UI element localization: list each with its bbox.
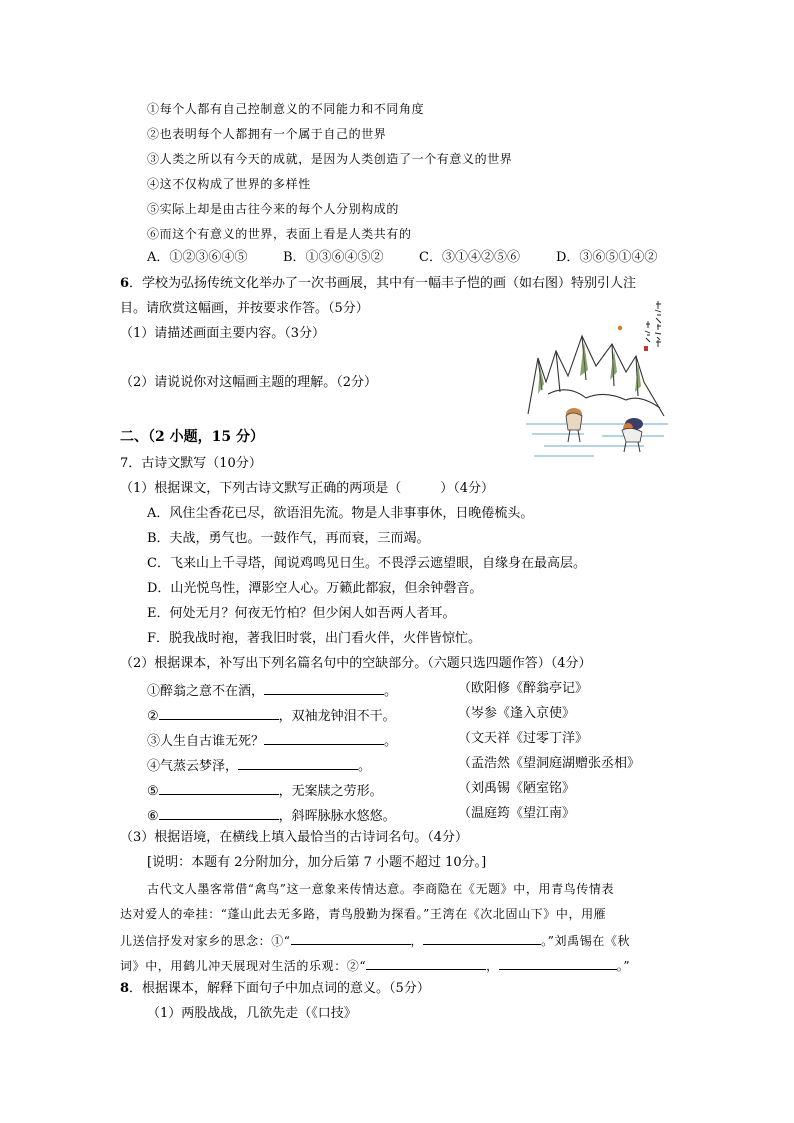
passage-text: 。”	[616, 959, 631, 973]
fill-item	[147, 706, 396, 725]
painting-inscription	[645, 301, 661, 347]
sorting-option: ③人类之所以有今天的成就，是因为人类创造了一个有意义的世界	[147, 152, 513, 166]
passage-text: ，	[486, 959, 499, 973]
feng-zikai-painting	[524, 296, 670, 464]
mountain-shading	[538, 342, 641, 394]
choice-b: B．①③⑥④⑤②	[283, 250, 384, 265]
fill-item-suffix: 。	[358, 759, 372, 774]
q8-sub1: （1）两股战战，几欲先走（《口技》	[147, 1006, 357, 1021]
fill-item-prefix: ③人生自古谁无死？	[147, 734, 265, 749]
q7-option-f: F．脱我战时袍，著我旧时裳，出门看火伴，火伴皆惊忙。	[147, 631, 482, 646]
fill-item-source: （欧阳修《醉翁亭记》	[458, 681, 589, 696]
fill-item-source: （孟浩然《望洞庭湖赠张丞相》	[458, 756, 641, 771]
fill-item-suffix: 。	[384, 734, 398, 749]
fill-item-prefix: ⑥	[147, 809, 159, 824]
q6-stem-line1: 6．学校为弘扬传统文化举办了一次书画展，其中有一幅丰子恺的画（如右图）特别引人注	[120, 276, 637, 291]
fill-item-prefix: ⑤	[147, 784, 159, 799]
answer-blank[interactable]	[499, 956, 617, 970]
sorting-option: ⑥而这个有意义的世界，表面上看是人类共有的	[147, 227, 412, 241]
fill-item-suffix: ，双袖龙钟泪不干。	[278, 709, 396, 724]
section-two-heading: 二、（2 小题，15 分）	[120, 429, 264, 445]
q8-title-text: ．根据课本，解释下面句子中加点词的意义。（5分）	[129, 981, 430, 996]
moon-icon	[618, 326, 622, 330]
sorting-option: ②也表明每个人都拥有一个属于自己的世界	[147, 127, 387, 141]
fill-item	[147, 781, 383, 800]
water	[526, 424, 668, 456]
answer-blank[interactable]	[159, 806, 279, 820]
q7-title: 7．古诗文默写（10分）	[120, 456, 262, 471]
fill-item-suffix: ，无案牍之劳形。	[278, 784, 383, 799]
q7-part1: （1）根据课文，下列古诗文默写正确的两项是（ ）（4分）	[120, 481, 495, 496]
fill-item-prefix: ④气蒸云梦泽，	[147, 759, 239, 774]
passage-line: 古代文人墨客常借“禽鸟”这一意象来传情达意。李商隐在《无题》中，用青鸟传情表	[147, 882, 615, 896]
passage-text: 儿送信抒发对家乡的思念：①“	[120, 934, 291, 948]
passage-line	[120, 956, 630, 974]
passage-text: 词》中，用鹤儿冲天展现对生活的乐观：②“	[120, 959, 367, 973]
q6-sub2: （2）请说说你对这幅画主题的理解。（2分）	[120, 375, 378, 390]
q7-note: [说明：本题有 2分附加分，加分后第 7 小题不超过 10分。]	[147, 855, 487, 870]
q7-option-b: B．夫战，勇气也。一鼓作气，再而衰，三而竭。	[147, 531, 430, 546]
answer-blank[interactable]	[291, 931, 411, 945]
q7-option-a: A．风住尘香花已尽，欲语泪先流。物是人非事事休，日晚倦梳头。	[147, 506, 534, 521]
answer-blank[interactable]	[264, 731, 384, 745]
red-seal	[644, 346, 648, 351]
fill-item-prefix: ②	[147, 709, 159, 724]
fill-item	[147, 756, 371, 775]
figure-left	[566, 408, 582, 442]
q7-option-d: D．山光悦鸟性，潭影空人心。万籁此都寂，但余钟磬音。	[147, 581, 483, 596]
q7-option-c: C．飞来山上千寻塔，闻说鸡鸣见日生。不畏浮云遮望眼，自缘身在最高层。	[147, 556, 586, 571]
choice-a: A．①②③⑥④⑤	[147, 250, 248, 265]
answer-blank[interactable]	[264, 681, 384, 695]
answer-blank[interactable]	[238, 756, 358, 770]
mountains	[528, 336, 664, 416]
sorting-option: ①每个人都有自己控制意义的不同能力和不同角度	[147, 102, 425, 116]
fill-item	[147, 731, 397, 750]
choice-c: C．③①④②⑤⑥	[419, 250, 520, 265]
answer-blank[interactable]	[423, 931, 541, 945]
fill-item-suffix: 。	[384, 684, 398, 699]
figure-right	[622, 418, 643, 452]
fill-item-source: （温庭筠《望江南》	[458, 806, 576, 821]
fill-item	[147, 806, 396, 825]
answer-blank[interactable]	[159, 781, 279, 795]
choice-d: D．③⑥⑤①④②	[556, 250, 658, 265]
passage-text: ，	[410, 934, 424, 948]
q6-sub1: （1）请描述画面主要内容。（3分）	[120, 326, 326, 341]
sorting-option: ④这不仅构成了世界的多样性	[147, 177, 311, 191]
q6-stem-text: ．学校为弘扬传统文化举办了一次书画展，其中有一幅丰子恺的画（如右图）特别引人注	[129, 276, 637, 291]
q8-title: 8．根据课本，解释下面句子中加点词的意义。（5分）	[120, 981, 430, 996]
passage-line	[120, 931, 630, 949]
fill-item-source: （文天祥《过零丁洋》	[458, 731, 589, 746]
passage-line: 达对爱人的牵挂：“蓬山此去无多路，青鸟殷勤为探看。”王湾在《次北固山下》中，用雁	[120, 907, 607, 921]
fill-item-source: （刘禹锡《陋室铭》	[458, 781, 576, 796]
fill-item	[147, 681, 397, 700]
q7-part2: （2）根据课本，补写出下列名篇名句中的空缺部分。（六题只选四题作答）（4分）	[120, 656, 592, 671]
fill-item-source: （岑参《逢入京使》	[458, 706, 576, 721]
fill-item-suffix: ，斜晖脉脉水悠悠。	[278, 809, 396, 824]
passage-text: 。”刘禹锡在《秋	[541, 934, 631, 948]
answer-blank[interactable]	[159, 706, 279, 720]
fill-item-prefix: ①醉翁之意不在酒，	[147, 684, 265, 699]
q6-stem-line2: 目。请欣赏这幅画，并按要求作答。（5分）	[120, 301, 369, 316]
q7-option-e: E．何处无月？何夜无竹柏？但少闲人如吾两人者耳。	[147, 606, 456, 621]
sorting-option: ⑤实际上却是由古往今来的每个人分别构成的	[147, 202, 400, 216]
answer-blank[interactable]	[366, 956, 486, 970]
q7-part3: （3）根据语境，在横线上填入最恰当的古诗词名句。（4分）	[120, 830, 469, 845]
